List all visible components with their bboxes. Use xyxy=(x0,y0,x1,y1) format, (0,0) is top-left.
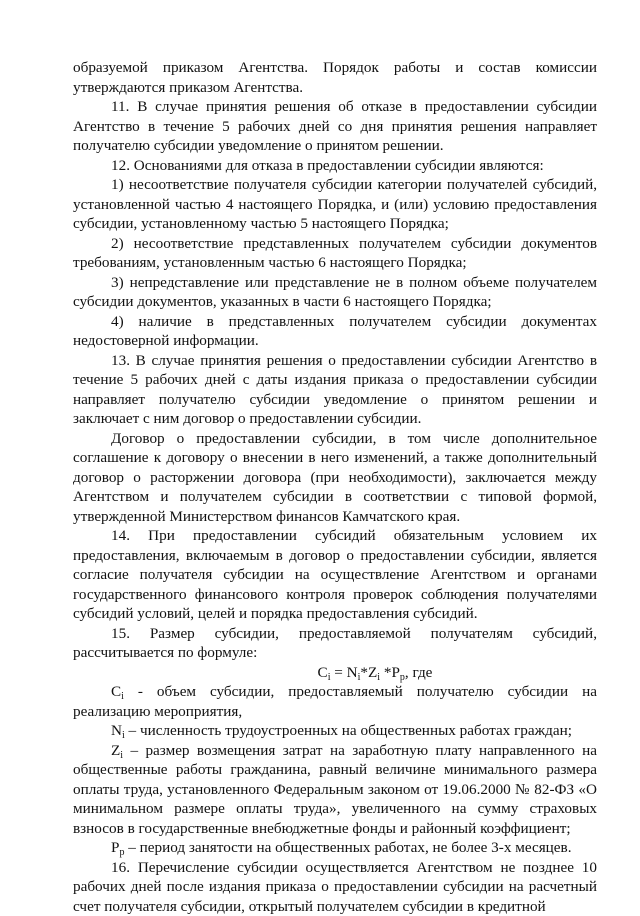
definition-z xyxy=(73,741,597,839)
definition-p xyxy=(73,838,597,858)
paragraph-14: 14. При предоставлении субсидий обязательным условием их предоставления, включаемым в договор о предоставлении субсидии, является согласие получателя субсидии на осуществление Агентством и органами государственного финансового контроля проверок соблюдения получателями субсидий условий, целей и порядка предоставления субсидий. xyxy=(73,526,597,624)
definition-c xyxy=(73,682,597,721)
def-z-sub: i xyxy=(120,750,123,761)
formula-c-sub: i xyxy=(328,672,331,683)
formula-z-sub: i xyxy=(377,672,380,683)
formula-p-sub: p xyxy=(400,672,405,683)
def-n-text: – численность трудоустроенных на общественных работах граждан; xyxy=(125,722,572,739)
formula-mul2: *P xyxy=(380,664,400,681)
formula-mul1: *Z xyxy=(360,664,377,681)
def-p-text: – период занятости на общественных работах, не более 3-х месяцев. xyxy=(124,839,571,856)
formula-tail: , где xyxy=(405,664,433,681)
def-n-sub: i xyxy=(122,730,125,741)
paragraph-12-item-2: 2) несоответствие представленных получателем субсидии документов требованиям, установленным частью 6 настоящего Порядка; xyxy=(73,234,597,273)
def-n-sym: N xyxy=(111,722,122,739)
def-c-sub: i xyxy=(121,691,124,702)
paragraph-13-contract: Договор о предоставлении субсидии, в том числе дополнительное соглашение к договору о внесении в него изменений, а также дополнительный договор о расторжении договора (при необходимости), заключается между Агентством и получателем субсидии в соответствии с типовой формой, утвержденной Министерством финансов Камчатского края. xyxy=(73,429,597,527)
def-p-sub: p xyxy=(119,847,124,858)
paragraph-12-item-4: 4) наличие в представленных получателем субсидии документах недостоверной информации. xyxy=(73,312,597,351)
formula-c: C xyxy=(318,664,328,681)
paragraph-12: 12. Основаниями для отказа в предоставлении субсидии являются: xyxy=(73,156,597,176)
def-p-sym: P xyxy=(111,839,119,856)
definition-n xyxy=(73,721,597,741)
def-c-sym: C xyxy=(111,683,121,700)
document-page xyxy=(73,58,597,916)
subsidy-formula xyxy=(73,663,597,683)
paragraph-12-item-3: 3) непредставление или представление не в полном объеме получателем субсидии документов, указанных в части 6 настоящего Порядка; xyxy=(73,273,597,312)
def-z-text: – размер возмещения затрат на заработную плату направленного на общественные работы гражданина, равный величине минимального размера оплаты труда, установленного Федеральным законом от 19.06.2000 № 82-ФЗ «О минимальном размере оплаты труда», увеличенного на сумму страховых взносов в государственные внебюджетные фонды и районный коэффициент; xyxy=(73,742,597,837)
paragraph-continuation: образуемой приказом Агентства. Порядок работы и состав комиссии утверждаются приказом Агентства. xyxy=(73,58,597,97)
formula-n-sub: i xyxy=(358,672,361,683)
def-c-text: - объем субсидии, предоставляемый получателю субсидии на реализацию мероприятия, xyxy=(73,683,597,720)
paragraph-12-item-1: 1) несоответствие получателя субсидии категории получателей субсидий, установленной частью 4 настоящего Порядка, и (или) условию предоставления субсидии, установленному частью 5 настоящего Порядка; xyxy=(73,175,597,234)
paragraph-15: 15. Размер субсидии, предоставляемой получателям субсидий, рассчитывается по формуле: xyxy=(73,624,597,663)
paragraph-13: 13. В случае принятия решения о предоставлении субсидии Агентство в течение 5 рабочих дней с даты издания приказа о предоставлении субсидии направляет получателю субсидии уведомление о принятом решении и заключает с ним договор о предоставлении субсидии. xyxy=(73,351,597,429)
def-z-sym: Z xyxy=(111,742,120,759)
formula-eq: = N xyxy=(330,664,357,681)
paragraph-11: 11. В случае принятия решения об отказе в предоставлении субсидии Агентство в течение 5 рабочих дней со дня принятия решения направляет получателю субсидии уведомление о принятом решении. xyxy=(73,97,597,156)
paragraph-16: 16. Перечисление субсидии осуществляется Агентством не позднее 10 рабочих дней после издания приказа о предоставлении субсидии на расчетный счет получателя субсидии, открытый получателем субсидии в кредитной xyxy=(73,858,597,916)
